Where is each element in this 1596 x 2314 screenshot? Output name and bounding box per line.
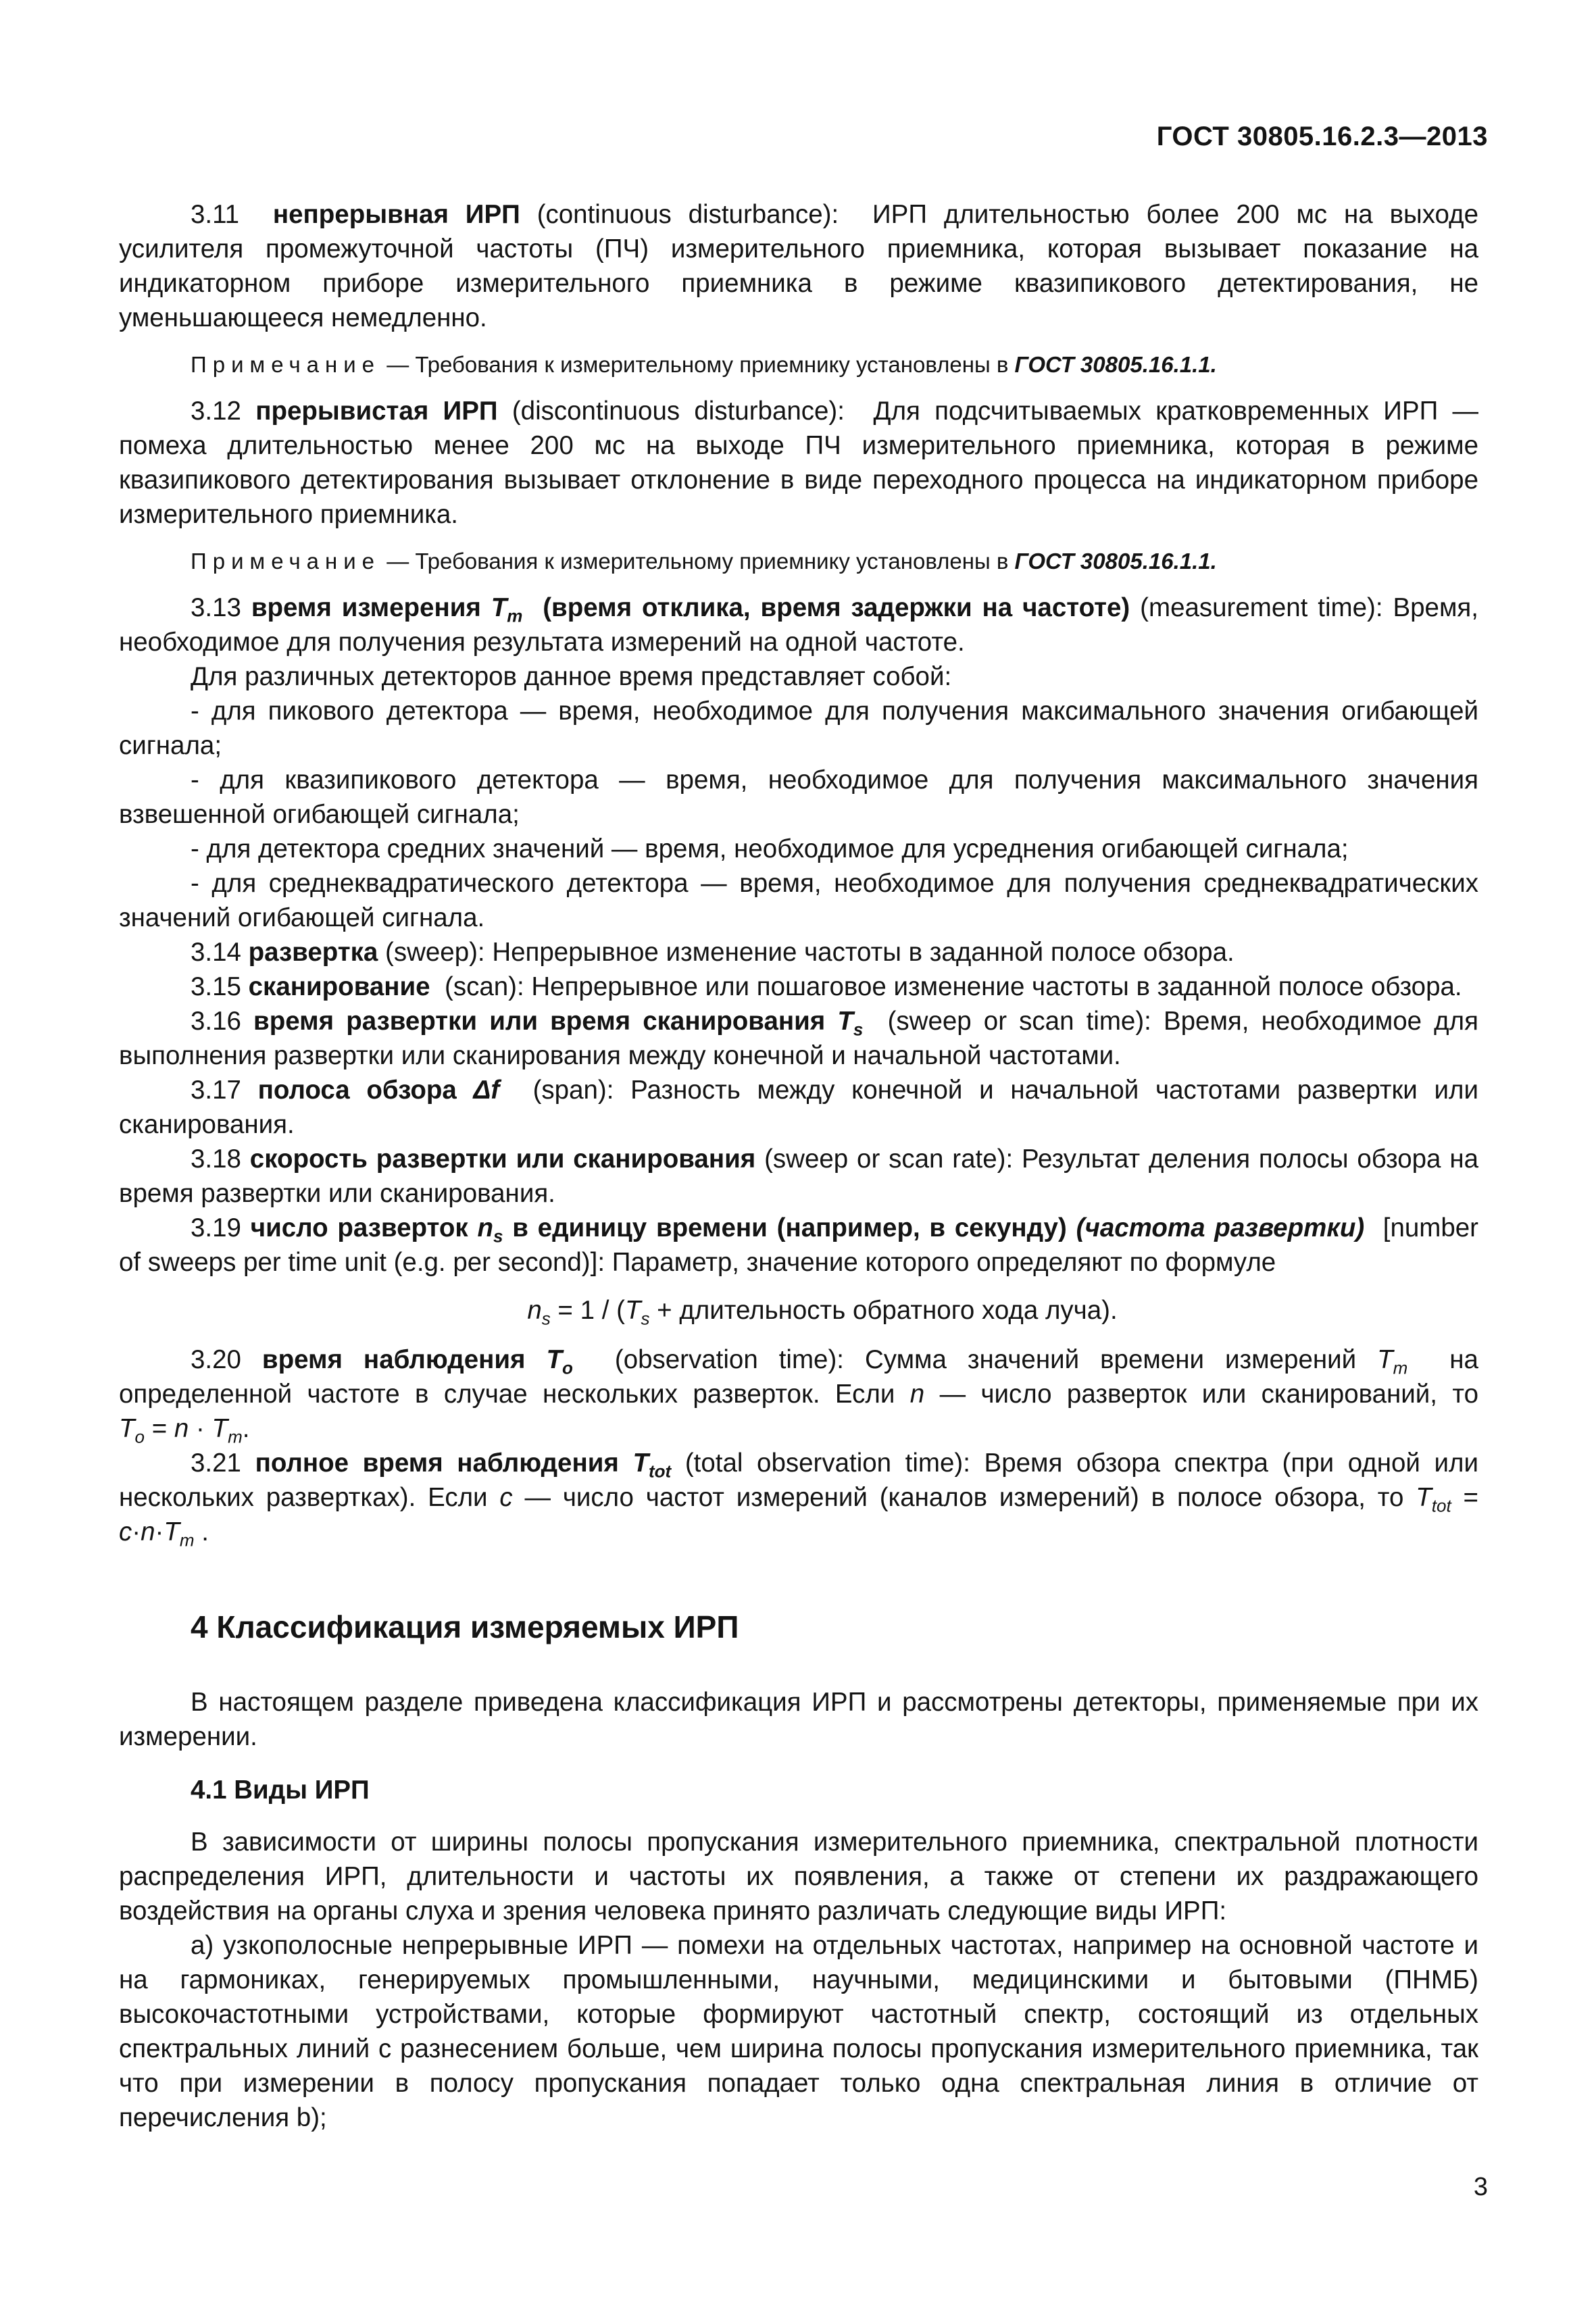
definition-3-17: 3.17 полоса обзора Δf (span): Разность между конечной и начальной частотами развертки или сканирования.	[119, 1076, 1478, 1139]
definition-3-12: 3.12 прерывистая ИРП (discontinuous disturbance): Для подсчитываемых кратковременных ИРП — помеха длительностью менее 200 мс на выходе ПЧ измерительного приемника, которая в режиме квазипикового детектирования вызывает отклонение в виде переходного процесса на индикаторном приборе измерительного приемника.	[119, 397, 1479, 529]
definition-3-16: 3.16 время развертки или время сканирования $T_s$ (sweep or scan time): Время, необходимое для выполнения развертки или сканирования между конечной и начальной частотами.	[119, 1007, 1478, 1070]
list-item: - для детектора средних значений — время, необходимое для усреднения огибающей сигнала;	[191, 834, 1349, 863]
page-content	[119, 197, 1478, 2135]
list-item: а) узкополосные непрерывные ИРП — помехи на отдельных частотах, например на основной частоте и на гармониках, генерируемых промышленными, научными, медицинскими и бытовыми (ПНМБ) высокочастотными устройствами, которые формируют частотный спектр, состоящий из отдельных спектральных линий с разнесением больше, чем ширина полосы пропускания измерительного приемника, так что при измерении в полосу пропускания попадает только одна спектральная линия в отличие от перечисления b);	[119, 1931, 1478, 2132]
note-2: Примечание — Требования к измерительному приемнику установлены в ГОСТ 30805.16.1.1.	[191, 549, 1217, 574]
list-item: - для среднеквадратического детектора — время, необходимое для получения среднеквадратических значений огибающей сигнала.	[119, 869, 1478, 932]
document-header: ГОСТ 30805.16.2.3—2013	[1156, 122, 1488, 151]
definition-3-15: 3.15 сканирование (scan): Непрерывное или пошаговое изменение частоты в заданной полосе обзора.	[191, 972, 1462, 1001]
paragraph: В зависимости от ширины полосы пропускания измерительного приемника, спектральной плотности распределения ИРП, длительности и частоты их появления, а также от степени их раздражающего воздействия на органы слуха и зрения человека принято различать следующие виды ИРП:	[119, 1828, 1478, 1926]
section-heading: 4 Классификация измеряемых ИРП	[191, 1609, 739, 1644]
definition-3-13-intro: Для различных детекторов данное время представляет собой:	[191, 662, 952, 691]
page-number: 3	[1473, 2173, 1488, 2201]
definition-3-20: 3.20 время наблюдения $T_o$ (observation time): Сумма значений времени измерений $T_m$ на определенной частоте в случае нескольких разверток. Если n — число разверток или сканирований, то $T_o = n \cdot T_m$.	[119, 1345, 1478, 1447]
definition-3-14: 3.14 развертка (sweep): Непрерывное изменение частоты в заданной полосе обзора.	[191, 938, 1235, 967]
definition-3-19: 3.19 число разверток $n_s$ в единицу времени (например, в секунду) (частота развертки) [number of sweeps per time unit (e.g. per second)]: Параметр, значение которого определяют по формуле	[119, 1213, 1478, 1277]
subsection-heading: 4.1 Виды ИРП	[191, 1776, 370, 1805]
formula-sweep-rate: $n_s = 1 / (T_s$ + длительность обратного хода луча).	[527, 1296, 1118, 1329]
definition-3-13: 3.13 время измерения $T_m$ (время отклика, время задержки на частоте) (measurement time): Время, необходимое для получения результата измерений на одной частоте.	[119, 593, 1478, 657]
list-item: - для пикового детектора — время, необходимое для получения максимального значения огибающей сигнала;	[119, 697, 1478, 760]
definition-3-18: 3.18 скорость развертки или сканирования (sweep or scan rate): Результат деления полосы обзора на время развертки или сканирования.	[119, 1145, 1478, 1208]
definition-3-21: 3.21 полное время наблюдения $T_{tot}$ (total observation time): Время обзора спектра (при одной или нескольких развертках). Если c — число частот измерений (каналов измерений) в полосе обзора, то $T_{tot} = c\cdot n\cdot T_m$ .	[119, 1449, 1479, 1551]
section-intro: В настоящем разделе приведена классификация ИРП и рассмотрены детекторы, применяемые при их измерении.	[119, 1688, 1478, 1751]
definition-3-11: 3.11 непрерывная ИРП (continuous disturbance): ИРП длительностью более 200 мс на выходе усилителя промежуточной частоты (ПЧ) измерительного приемника, которая вызывает показание на индикаторном приборе измерительного приемника в режиме квазипикового детектирования, не уменьшающееся немедленно.	[119, 200, 1478, 332]
note-1: Примечание — Требования к измерительному приемнику установлены в ГОСТ 30805.16.1.1.	[191, 352, 1217, 377]
list-item: - для квазипикового детектора — время, необходимое для получения максимального значения взвешенной огибающей сигнала;	[119, 765, 1478, 829]
